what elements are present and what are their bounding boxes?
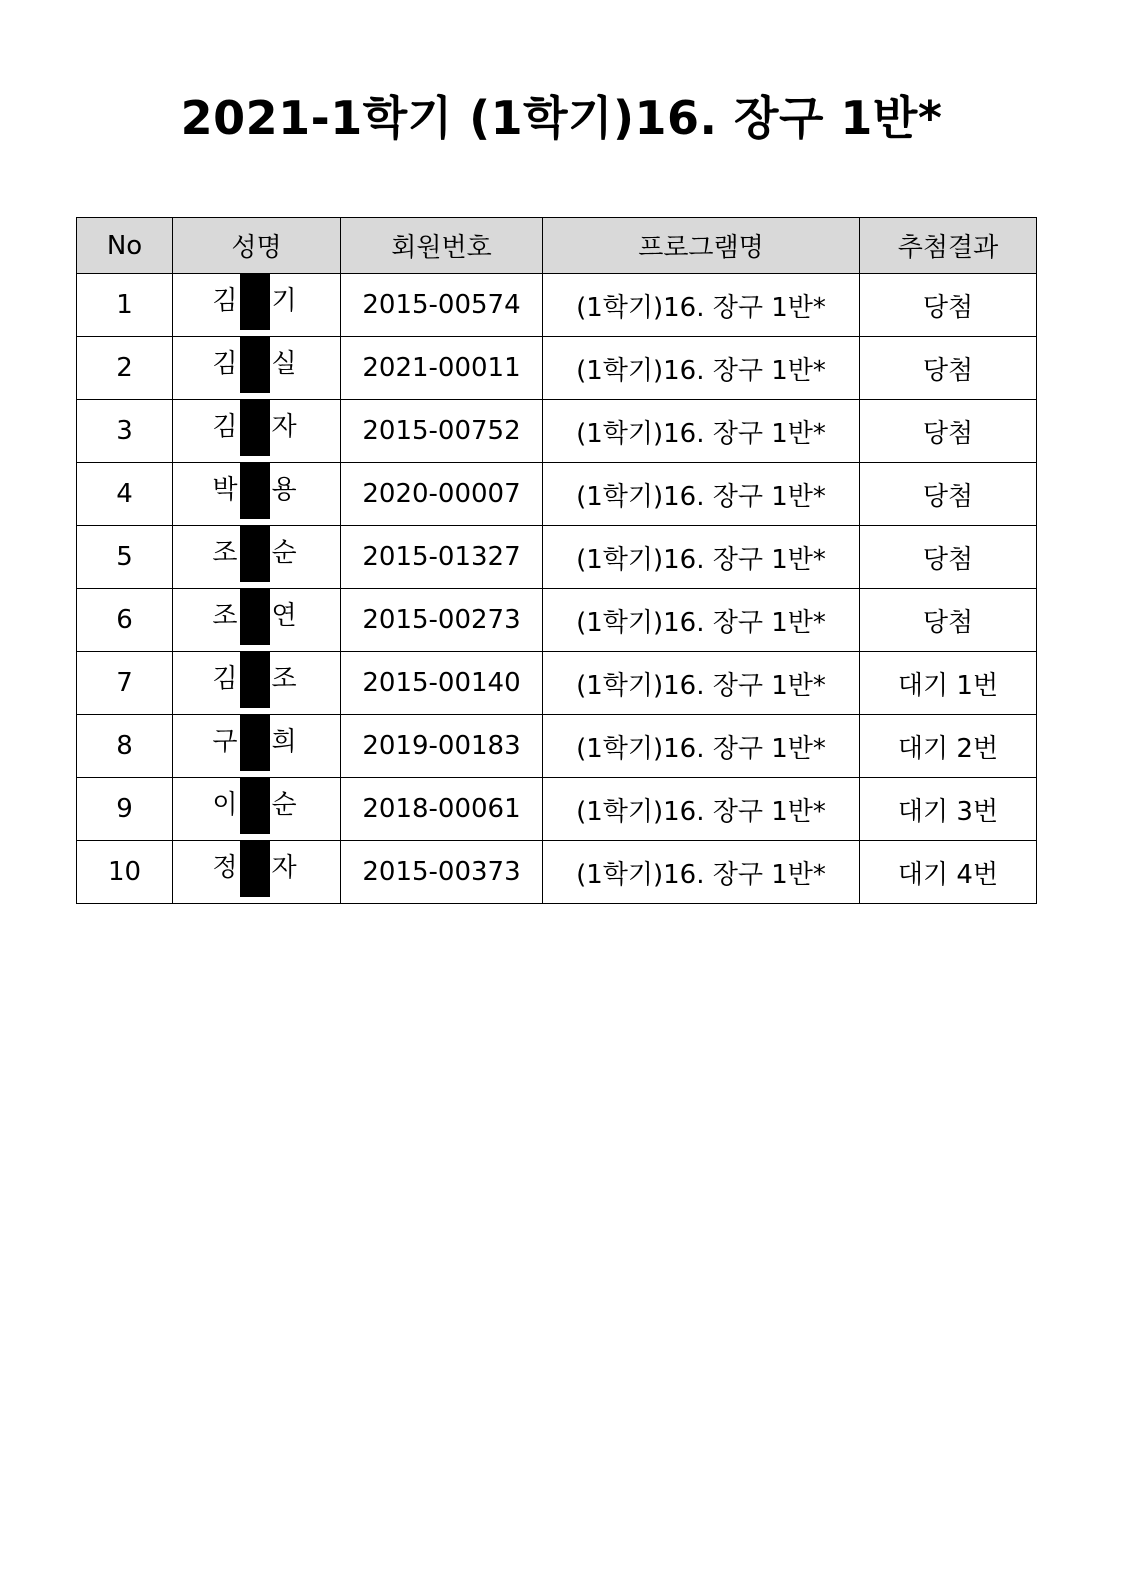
cell-no: 7 <box>77 652 173 715</box>
table-row <box>77 463 1037 526</box>
cell-lottery-result: 당첨 <box>860 589 1037 652</box>
cell-name <box>173 589 341 652</box>
cell-lottery-result: 대기 4번 <box>860 841 1037 904</box>
cell-program-name: (1학기)16. 장구 1반* <box>543 778 860 841</box>
table-body <box>77 274 1037 904</box>
table-row <box>77 400 1037 463</box>
cell-name <box>173 715 341 778</box>
cell-no: 8 <box>77 715 173 778</box>
cell-lottery-result: 당첨 <box>860 337 1037 400</box>
header-lottery-result: 추첨결과 <box>860 218 1037 274</box>
cell-member-number: 2018-00061 <box>341 778 543 841</box>
cell-lottery-result: 대기 2번 <box>860 715 1037 778</box>
cell-member-number: 2015-00373 <box>341 841 543 904</box>
table-row <box>77 526 1037 589</box>
table-row <box>77 715 1037 778</box>
header-name: 성명 <box>173 218 341 274</box>
cell-no: 3 <box>77 400 173 463</box>
cell-member-number: 2015-00273 <box>341 589 543 652</box>
cell-program-name: (1학기)16. 장구 1반* <box>543 589 860 652</box>
name-last-char: 용 <box>271 475 297 505</box>
cell-program-name: (1학기)16. 장구 1반* <box>543 463 860 526</box>
name-last-char: 기 <box>271 286 297 316</box>
redaction-bar <box>240 841 270 897</box>
name-first-char: 김 <box>212 664 238 694</box>
page-title: 2021-1학기 (1학기)16. 장구 1반* <box>180 91 943 145</box>
cell-lottery-result: 당첨 <box>860 526 1037 589</box>
redaction-bar <box>240 337 270 393</box>
redaction-bar <box>240 589 270 645</box>
cell-name <box>173 526 341 589</box>
cell-lottery-result: 대기 1번 <box>860 652 1037 715</box>
cell-no: 5 <box>77 526 173 589</box>
cell-lottery-result: 당첨 <box>860 463 1037 526</box>
cell-program-name: (1학기)16. 장구 1반* <box>543 400 860 463</box>
name-first-char: 조 <box>212 538 238 568</box>
redaction-bar <box>240 463 270 519</box>
cell-program-name: (1학기)16. 장구 1반* <box>543 337 860 400</box>
cell-program-name: (1학기)16. 장구 1반* <box>543 526 860 589</box>
lottery-results-table <box>76 217 1037 904</box>
cell-no: 1 <box>77 274 173 337</box>
redaction-bar <box>240 715 270 771</box>
cell-program-name: (1학기)16. 장구 1반* <box>543 652 860 715</box>
name-last-char: 순 <box>271 538 297 568</box>
redaction-bar <box>240 274 270 330</box>
header-no: No <box>77 218 173 274</box>
name-last-char: 자 <box>271 853 297 883</box>
cell-member-number: 2015-00140 <box>341 652 543 715</box>
header-program-name: 프로그램명 <box>543 218 860 274</box>
cell-name <box>173 778 341 841</box>
cell-member-number: 2015-00752 <box>341 400 543 463</box>
cell-lottery-result: 대기 3번 <box>860 778 1037 841</box>
name-first-char: 박 <box>212 475 238 505</box>
cell-lottery-result: 당첨 <box>860 274 1037 337</box>
redaction-bar <box>240 778 270 834</box>
name-last-char: 희 <box>271 727 297 757</box>
redaction-bar <box>240 652 270 708</box>
name-first-char: 정 <box>212 853 238 883</box>
cell-name <box>173 841 341 904</box>
name-first-char: 이 <box>212 790 238 820</box>
cell-no: 6 <box>77 589 173 652</box>
cell-program-name: (1학기)16. 장구 1반* <box>543 715 860 778</box>
cell-member-number: 2021-00011 <box>341 337 543 400</box>
table-row <box>77 337 1037 400</box>
name-last-char: 조 <box>271 664 297 694</box>
cell-no: 2 <box>77 337 173 400</box>
table-row <box>77 778 1037 841</box>
table-row <box>77 274 1037 337</box>
name-last-char: 연 <box>271 601 297 631</box>
name-last-char: 자 <box>271 412 297 442</box>
cell-name <box>173 274 341 337</box>
name-first-char: 조 <box>212 601 238 631</box>
cell-name <box>173 337 341 400</box>
redaction-bar <box>240 526 270 582</box>
cell-name <box>173 400 341 463</box>
name-last-char: 순 <box>271 790 297 820</box>
name-first-char: 김 <box>212 286 238 316</box>
table-header-row <box>77 218 1037 274</box>
table-row <box>77 652 1037 715</box>
cell-no: 10 <box>77 841 173 904</box>
header-member-number: 회원번호 <box>341 218 543 274</box>
cell-member-number: 2015-01327 <box>341 526 543 589</box>
cell-program-name: (1학기)16. 장구 1반* <box>543 841 860 904</box>
cell-member-number: 2019-00183 <box>341 715 543 778</box>
cell-no: 9 <box>77 778 173 841</box>
name-first-char: 김 <box>212 412 238 442</box>
cell-member-number: 2015-00574 <box>341 274 543 337</box>
cell-member-number: 2020-00007 <box>341 463 543 526</box>
table-row <box>77 841 1037 904</box>
name-first-char: 김 <box>212 349 238 379</box>
table-row <box>77 589 1037 652</box>
redaction-bar <box>240 400 270 456</box>
cell-name <box>173 652 341 715</box>
name-last-char: 실 <box>271 349 297 379</box>
cell-no: 4 <box>77 463 173 526</box>
cell-name <box>173 463 341 526</box>
name-first-char: 구 <box>212 727 238 757</box>
cell-program-name: (1학기)16. 장구 1반* <box>543 274 860 337</box>
cell-lottery-result: 당첨 <box>860 400 1037 463</box>
